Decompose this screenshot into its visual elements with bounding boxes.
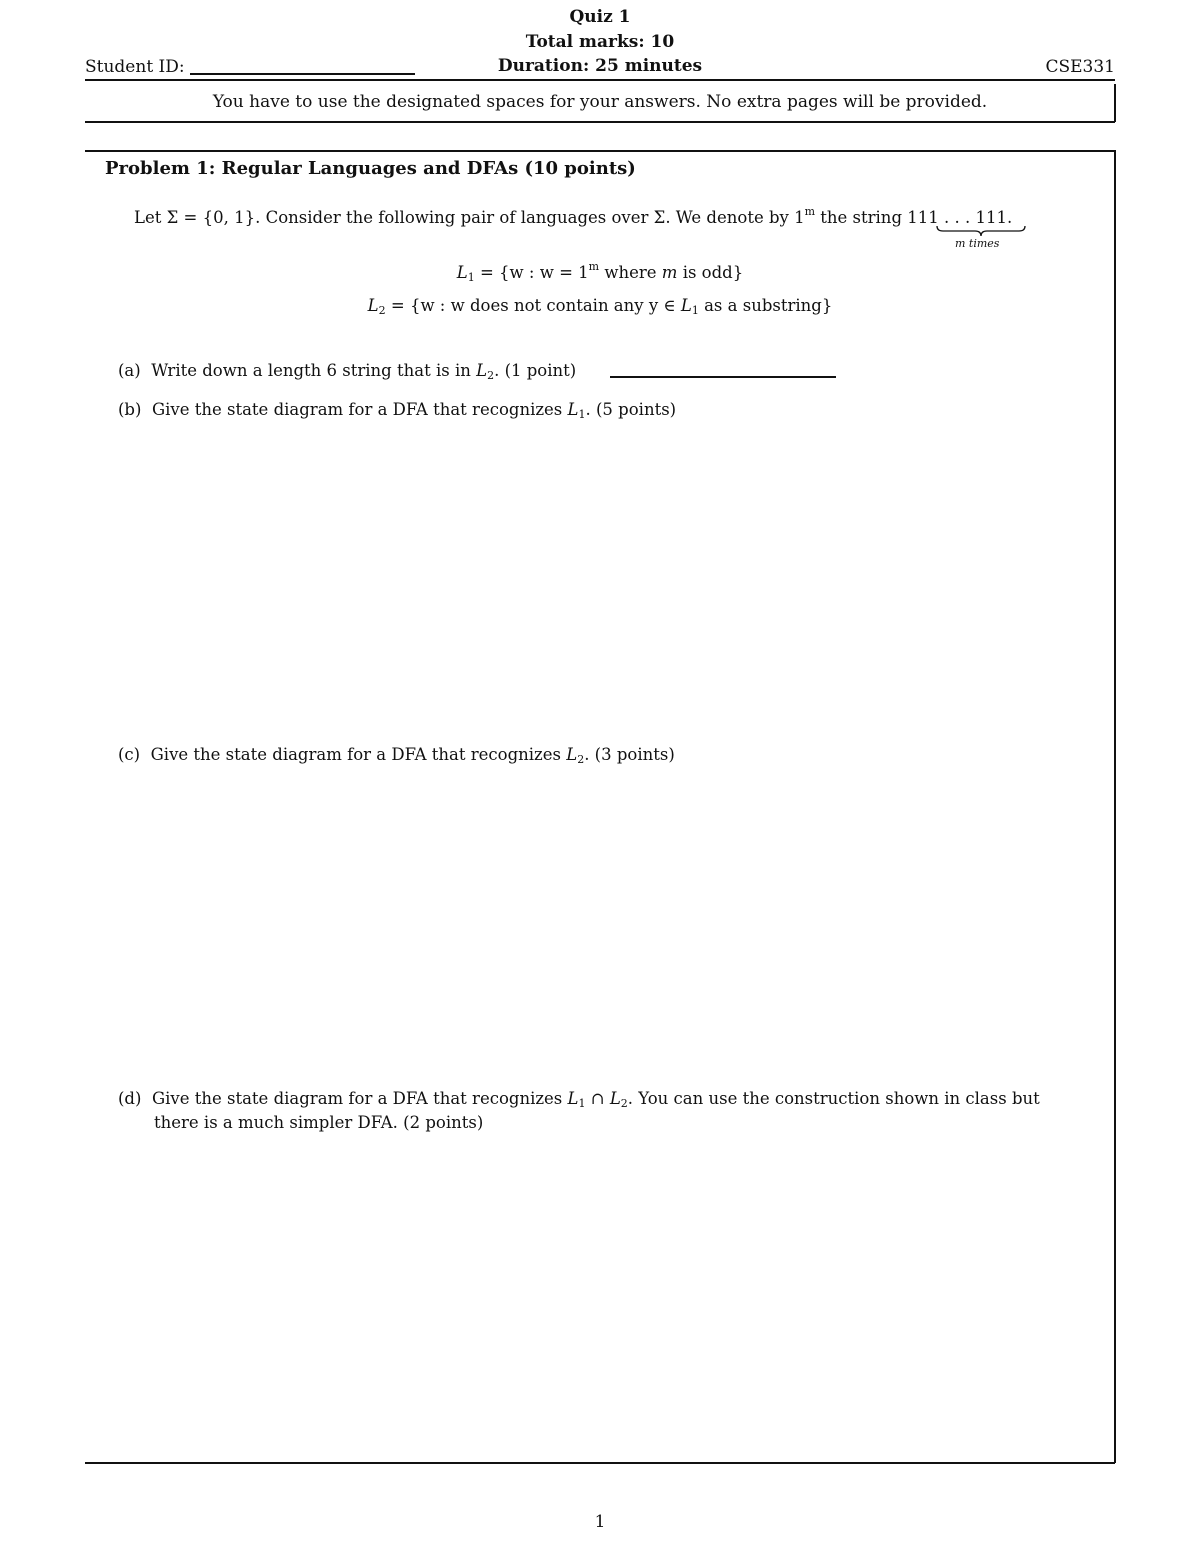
part-c-label: (c) <box>118 745 141 764</box>
part-d-answer-area[interactable] <box>118 1145 1098 1445</box>
brace-label: m times <box>955 237 1000 250</box>
part-d-label: (d) <box>118 1089 142 1108</box>
problem-intro <box>134 205 1012 227</box>
part-b-L: L <box>567 400 579 419</box>
part-d-tail: . You can use the construction shown in class but <box>627 1089 1040 1108</box>
part-c-sub: 2 <box>577 753 585 766</box>
l1-sup: m <box>588 260 600 273</box>
part-a-label: (a) <box>118 361 141 380</box>
l1-sub: 1 <box>467 271 475 284</box>
l1-lhs: L <box>456 263 468 282</box>
part-c-text: Give the state diagram for a DFA that recognizes <box>150 745 561 764</box>
intro-ones: 111 . . . 111 <box>907 208 1007 227</box>
part-a-L: L <box>476 361 488 380</box>
duration: Duration: 25 minutes <box>497 56 703 76</box>
l2-L-sub: 1 <box>691 304 699 317</box>
part-a <box>118 361 576 382</box>
total-marks: Total marks: 10 <box>525 32 675 52</box>
part-d-line2: there is a much simpler DFA. (2 points) <box>154 1113 484 1132</box>
student-id-label: Student ID: <box>85 57 185 77</box>
part-a-tail: . (1 point) <box>494 361 577 380</box>
l1-tail: is odd} <box>682 263 744 282</box>
part-d-L2: L <box>609 1089 621 1108</box>
quiz-title: Quiz 1 <box>569 7 631 27</box>
intro-let: Let <box>134 208 162 227</box>
l2-lhs: L <box>367 296 379 315</box>
problem-bottom-rule <box>85 1462 1115 1464</box>
problem-top-rule <box>85 150 1115 152</box>
part-d-L1: L <box>567 1089 579 1108</box>
part-d <box>118 1089 1040 1110</box>
part-b-text: Give the state diagram for a DFA that recognizes <box>151 400 563 419</box>
underbrace <box>935 224 1027 238</box>
l1-definition <box>0 260 1200 284</box>
l1-rest: where <box>604 263 657 282</box>
part-d-cap: ∩ <box>590 1089 605 1108</box>
part-d-text: Give the state diagram for a DFA that recognizes <box>151 1089 563 1108</box>
notice-bottom-rule <box>85 121 1115 123</box>
part-b-label: (b) <box>118 400 142 419</box>
problem-right-border <box>1114 150 1116 1463</box>
part-b-tail: . (5 points) <box>585 400 677 419</box>
part-c-answer-area[interactable] <box>118 775 1098 1085</box>
intro-sigma-def: Σ = {0, 1}. <box>166 208 261 227</box>
page-number: 1 <box>594 1512 606 1532</box>
part-c-tail: . (3 points) <box>584 745 675 764</box>
part-b <box>118 400 676 421</box>
intro-one: 1 <box>794 208 805 227</box>
part-b-sub: 1 <box>578 408 586 421</box>
intro-period: . <box>1006 208 1013 227</box>
part-d-L2-sub: 2 <box>620 1097 628 1110</box>
part-c-L: L <box>566 745 578 764</box>
notice-text: You have to use the designated spaces for your answers. No extra pages will be provided. <box>212 92 988 112</box>
part-d-L1-sub: 1 <box>578 1097 586 1110</box>
problem-heading: Problem 1: Regular Languages and DFAs (10 points) <box>105 158 636 179</box>
part-a-text: Write down a length 6 string that is in <box>151 361 471 380</box>
part-a-answer-field[interactable] <box>610 376 836 378</box>
student-id-field[interactable] <box>190 73 415 75</box>
header-rule <box>85 79 1115 81</box>
l1-m: m <box>661 263 678 282</box>
l2-eq: = {w : w does not contain any y ∈ <box>390 296 676 315</box>
l2-tail: as a substring} <box>704 296 833 315</box>
intro-consider: Consider the following pair of languages over Σ. We denote by <box>265 208 789 227</box>
course-code: CSE331 <box>1045 57 1115 77</box>
intro-the-string: the string <box>820 208 902 227</box>
intro-m-sup: m <box>804 205 816 218</box>
l1-eq: = {w : w = 1 <box>479 263 589 282</box>
part-a-sub: 2 <box>487 369 495 382</box>
l2-definition <box>0 296 1200 317</box>
l2-sub: 2 <box>378 304 386 317</box>
part-c <box>118 745 675 766</box>
l2-L: L <box>680 296 692 315</box>
part-b-answer-area[interactable] <box>118 430 1098 740</box>
